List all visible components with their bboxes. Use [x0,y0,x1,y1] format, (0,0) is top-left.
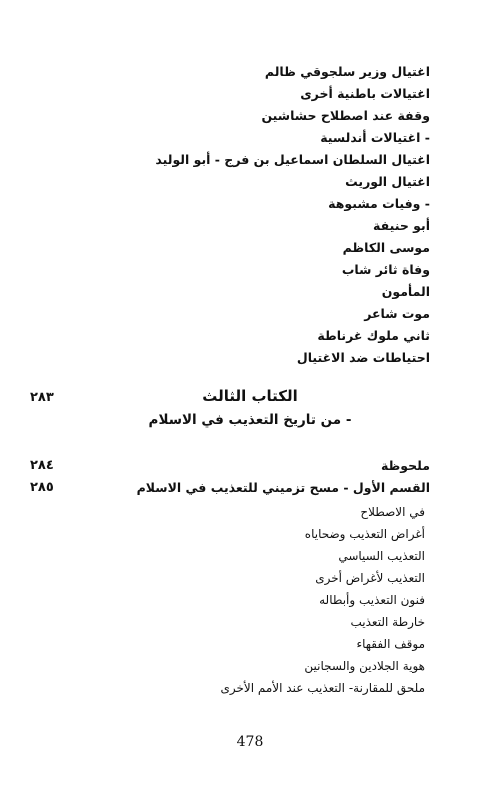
toc-entry-page-number: ٢٨٤ [30,458,54,473]
book-subtitle: - من تاريخ التعذيب في الاسلام [148,412,352,428]
toc-subitem: ملحق للمقارنة- التعذيب عند الأمم الأخرى [220,681,425,695]
toc-item: - اغتيالات أندلسية [320,130,430,145]
toc-entry-section-one: القسم الأول - مسح تزميني للتعذيب في الاسلام [136,480,430,495]
toc-item: احتياطات ضد الاغتيال [296,350,430,365]
toc-subitem: فنون التعذيب وأبطاله [319,593,425,607]
toc-subitem: التعذيب السياسي [338,549,425,563]
toc-item: المأمون [381,284,430,299]
toc-item: وفاة ثائر شاب [341,262,430,277]
toc-subitem: هوية الجلادين والسجانين [304,659,425,673]
toc-item: وقفة عند اصطلاح حشاشين [261,108,430,123]
book-title-page-number: ٢٨٣ [30,390,54,405]
book-title: الكتاب الثالث [202,387,298,405]
page-number: 478 [236,734,264,750]
toc-item: - وفيات مشبوهة [328,196,430,211]
toc-item: اغتيالات باطنية أخرى [300,86,430,101]
toc-item: اغتيال السلطان اسماعيل بن فرج - أبو الوليد [155,152,430,167]
toc-item: اغتيال وزير سلجوقي ظالم [264,64,430,79]
toc-subitem: أغراض التعذيب وضحاياه [304,527,425,541]
toc-subitem: خارطة التعذيب [350,615,425,629]
toc-subitem: التعذيب لأغراض أخرى [315,571,425,585]
toc-subitem: موقف الفقهاء [356,637,425,651]
toc-subitem: في الاصطلاح [360,505,425,519]
toc-item: أبو حنيفة [373,218,430,233]
toc-item: ثاني ملوك غرناطة [317,328,430,343]
toc-entry-note: ملحوظة [380,458,430,473]
toc-item: موت شاعر [364,306,430,321]
toc-entry-page-number: ٢٨٥ [30,480,54,495]
toc-item: موسى الكاظم [342,240,430,255]
toc-item: اغتيال الوريث [345,174,430,189]
